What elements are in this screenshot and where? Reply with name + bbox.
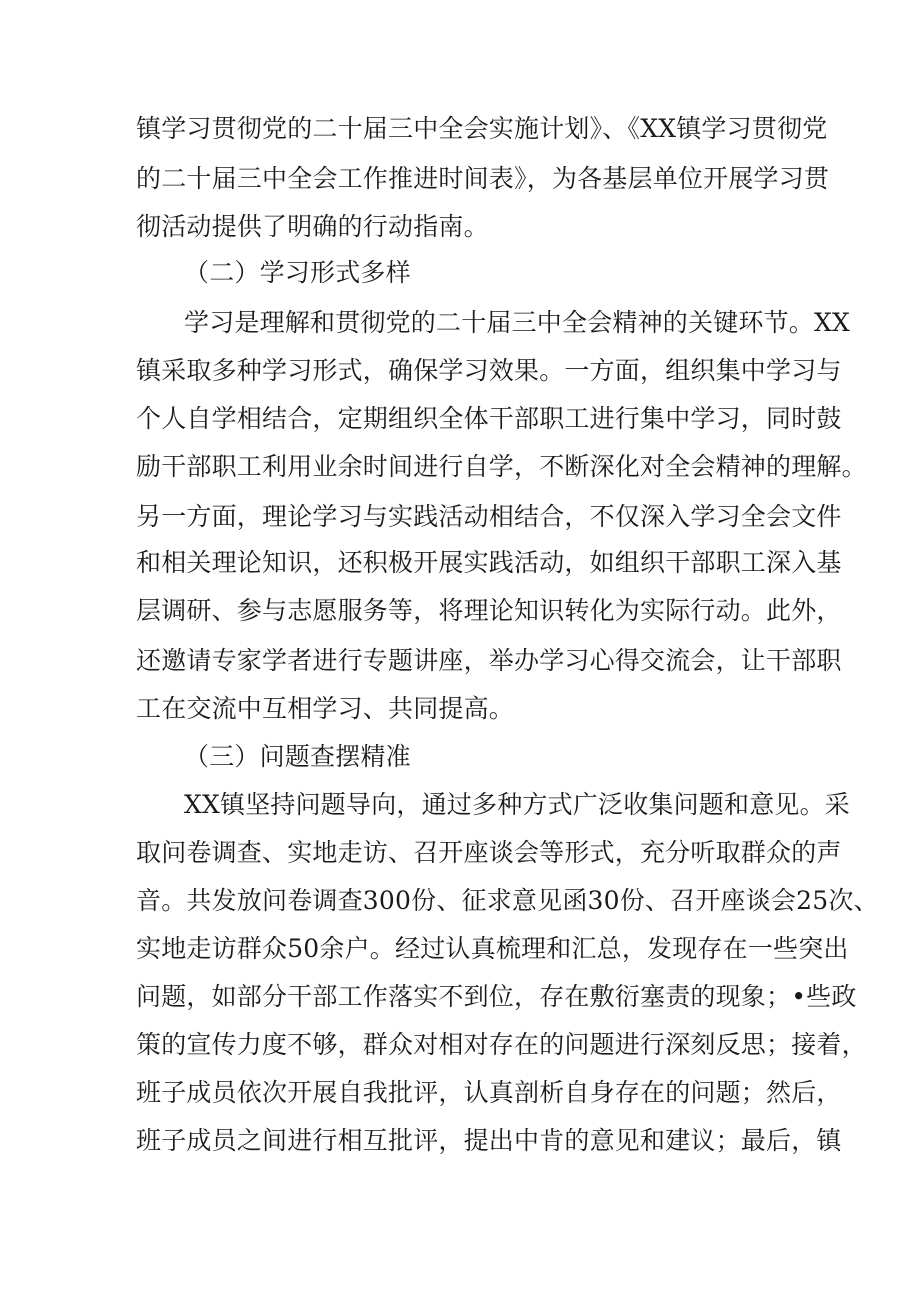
paragraph-line: 实地走访群众50余户。经过认真梳理和汇总，发现存在一些突出 <box>136 934 849 963</box>
paragraph-line: 学习是理解和贯彻党的二十届三中全会精神的关键环节。XX <box>184 308 850 337</box>
paragraph-line: 取问卷调查、实地走访、召开座谈会等形式，充分听取群众的声 <box>136 838 842 867</box>
paragraph-line: 彻活动提供了明确的行动指南。 <box>136 212 489 241</box>
paragraph-line: XX镇坚持问题导向，通过多种方式广泛收集问题和意见。采 <box>184 790 850 819</box>
paragraph-line: 问题，如部分干部工作落实不到位，存在敷衍塞责的现象；•些政 <box>136 982 857 1011</box>
section-heading: （二）学习形式多样 <box>184 258 411 287</box>
paragraph-line: 班子成员依次开展自我批评，认真剖析自身存在的问题；然后， <box>136 1078 842 1107</box>
paragraph-line: 音。共发放问卷调查300份、征求意见函30份、召开座谈会25次、 <box>136 886 879 915</box>
paragraph-line: 工在交流中互相学习、共同提高。 <box>136 694 515 723</box>
paragraph-line: 和相关理论知识，还积极开展实践活动，如组织干部职工深入基 <box>136 548 842 577</box>
paragraph-line: 个人自学相结合，定期组织全体干部职工进行集中学习，同时鼓 <box>136 404 842 433</box>
paragraph-line: 层调研、参与志愿服务等，将理论知识转化为实际行动。此外， <box>136 596 842 625</box>
section-heading: （三）问题查摆精准 <box>184 742 411 771</box>
paragraph-line: 班子成员之间进行相互批评，提出中肯的意见和建议；最后，镇 <box>136 1126 842 1155</box>
paragraph-line: 另一方面，理论学习与实践活动相结合，不仅深入学习全会文件 <box>136 502 842 531</box>
paragraph-line: 还邀请专家学者进行专题讲座，举办学习心得交流会，让干部职 <box>136 646 842 675</box>
paragraph-line: 励干部职工利用业余时间进行自学，不断深化对全会精神的理解。 <box>136 452 867 481</box>
paragraph-line: 策的宣传力度不够，群众对相对存在的问题进行深刻反思；接着， <box>136 1030 867 1059</box>
paragraph-line: 镇采取多种学习形式，确保学习效果。一方面，组织集中学习与 <box>136 356 842 385</box>
paragraph-line: 镇学习贯彻党的二十届三中全会实施计划》、《XX镇学习贯彻党 <box>136 114 828 143</box>
paragraph-line: 的二十届三中全会工作推进时间表》，为各基层单位开展学习贯 <box>136 164 830 193</box>
